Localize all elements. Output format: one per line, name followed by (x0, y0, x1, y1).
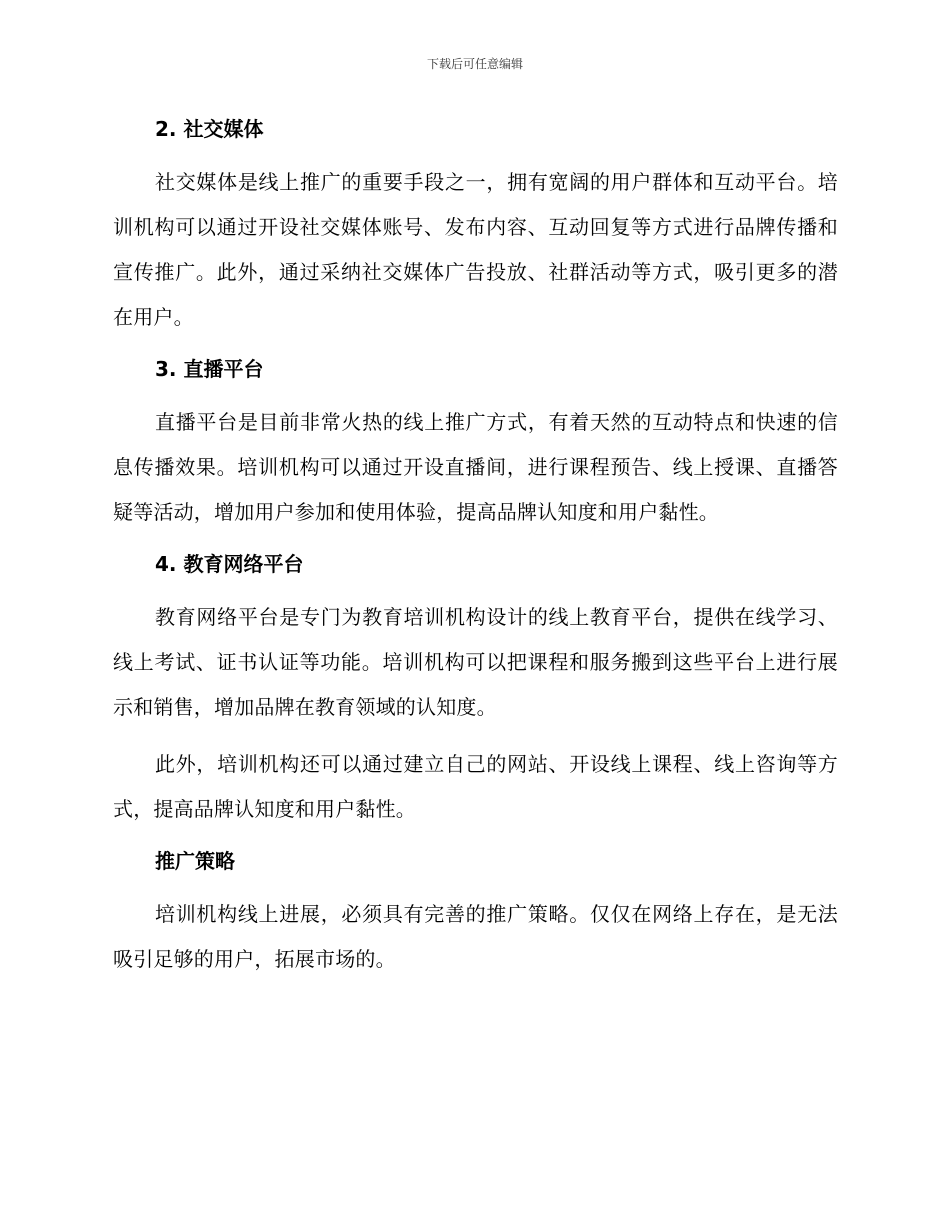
section-heading-edu-platform: 4. 教育网络平台 (155, 552, 304, 576)
page-header: 下载后可任意编辑 (426, 57, 523, 71)
paragraph-strategy: 培训机构线上进展，必须具有完善的推广策略。仅仅在网络上存在，是无法吸引足够的用户，拓展市场的。 (113, 902, 838, 971)
document-body (113, 112, 838, 994)
paragraph-additional: 此外，培训机构还可以通过建立自己的网站、开设线上课程、线上咨询等方式，提高品牌认知度和用户黏性。 (113, 752, 838, 821)
paragraph-live-platform: 直播平台是目前非常火热的线上推广方式，有着天然的互动特点和快速的信息传播效果。培训机构可以通过开设直播间，进行课程预告、线上授课、直播答疑等活动，增加用户参加和使用体验，提高品牌认知度和用户黏性。 (113, 410, 838, 524)
paragraph-social-media: 社交媒体是线上推广的重要手段之一，拥有宽阔的用户群体和互动平台。培训机构可以通过开设社交媒体账号、发布内容、互动回复等方式进行品牌传播和宣传推广。此外，通过采纳社交媒体广告投放、社群活动等方式，吸引更多的潜在用户。 (113, 170, 838, 329)
section-heading-live-platform: 3. 直播平台 (155, 357, 264, 381)
paragraph-edu-platform: 教育网络平台是专门为教育培训机构设计的线上教育平台，提供在线学习、线上考试、证书认证等功能。培训机构可以把课程和服务搬到这些平台上进行展示和销售，增加品牌在教育领域的认知度。 (113, 605, 838, 719)
section-heading-strategy: 推广策略 (155, 849, 235, 873)
section-heading-social-media: 2. 社交媒体 (155, 117, 264, 141)
